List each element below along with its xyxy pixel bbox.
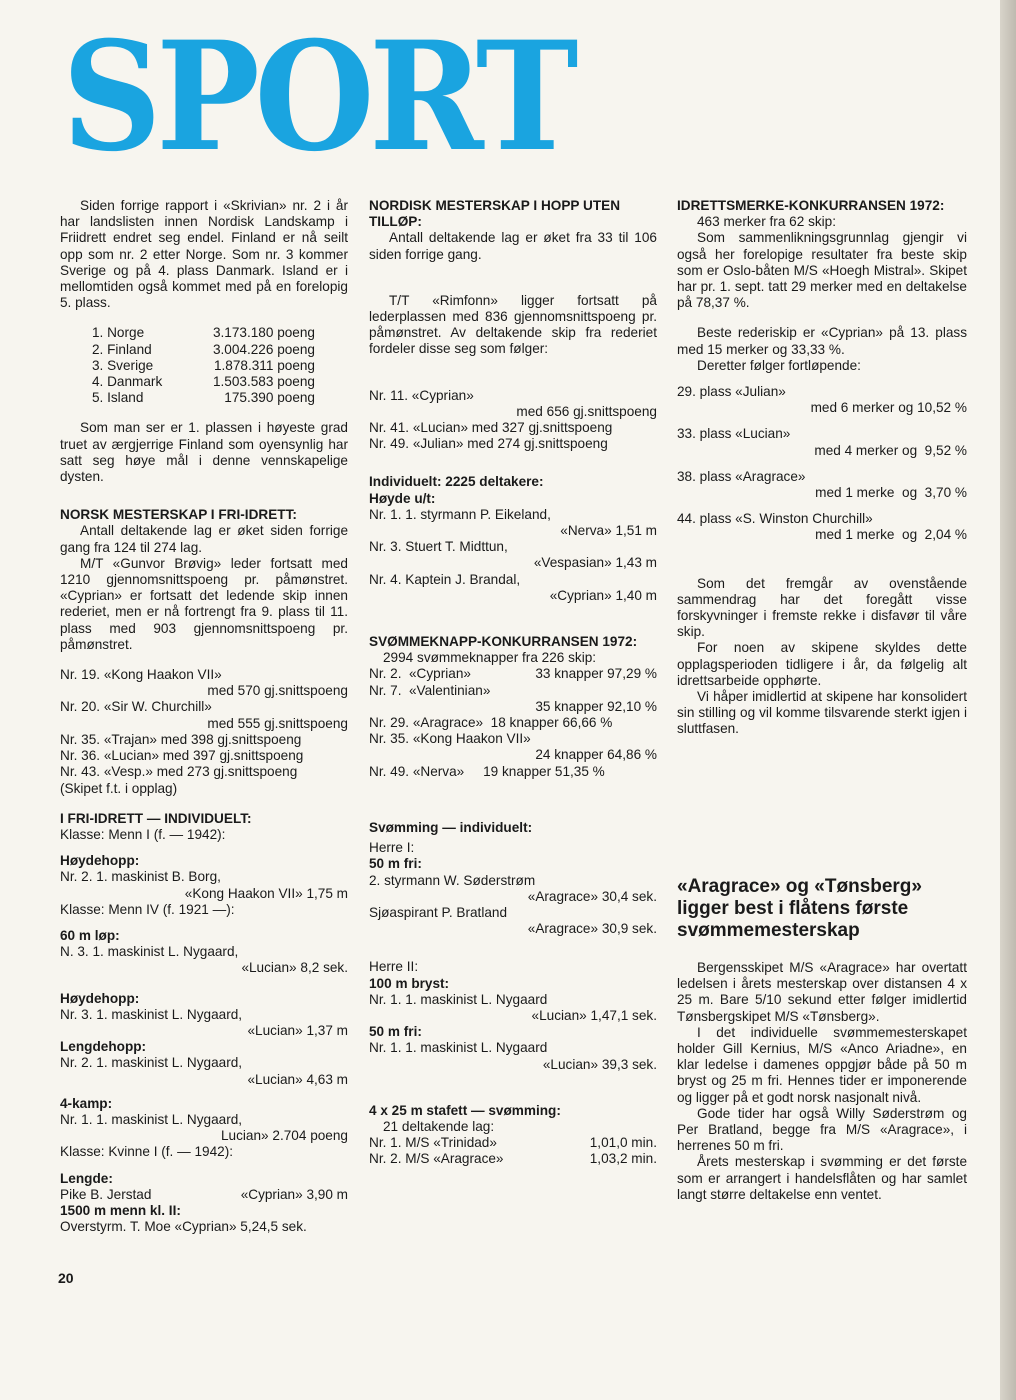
standings-points: 1.503.583 poeng <box>212 374 315 390</box>
result-line: Sjøaspirant P. Bratland <box>369 904 508 920</box>
result-line: N. 3. 1. maskinist L. Nygaard, <box>60 944 239 960</box>
deretter-text: Deretter følger fortløpende: <box>697 357 861 373</box>
ship-result: Nr. 11. «Cyprian» <box>369 387 474 403</box>
summary-paragraph: Som det fremgår av ovenstående sammendrag har det foregått visse forskyvninger i fremste rekke i disfavør til våre skip. <box>677 575 967 640</box>
stafett-row <box>369 1151 657 1167</box>
result-line: Nr. 1. 1. styrmann P. Eikeland, <box>369 506 551 522</box>
result-row <box>60 1187 348 1203</box>
result-line: Nr. 3. 1. maskinist L. Nygaard, <box>60 1006 243 1022</box>
standings-points: 1.878.311 poeng <box>213 357 315 373</box>
rimfonn-text: T/T «Rimfonn» ligger fortsatt på lederplassen med 836 gjennomsnittspoeng pr. påmønstret. Av deltakende skip fra rederiet fordeler disse seg som følger: <box>369 292 657 357</box>
result-line: «Lucian» 1,47,1 sek. <box>531 1007 657 1023</box>
result-line: Nr. 1. 1. maskinist L. Nygaard <box>369 1040 548 1056</box>
event-heading: Lengde: <box>60 1170 113 1186</box>
klasse-label: Klasse: Kvinne I (f. — 1942): <box>60 1144 234 1160</box>
stafett-heading: 4 x 25 m stafett — svømming: <box>369 1102 561 1118</box>
result-line: «Vespasian» 1,43 m <box>533 555 657 571</box>
event-heading: 60 m løp: <box>60 927 120 943</box>
hopp-text: Antall deltakende lag er øket fra 33 til 106 siden forrige gang. <box>369 230 657 262</box>
event-heading: 4-kamp: <box>60 1095 113 1111</box>
result-line: Nr. 1. 1. maskinist L. Nygaard, <box>60 1111 243 1127</box>
standings-place: 3. Sverige <box>92 357 154 373</box>
standings-row <box>92 374 315 390</box>
klasse-label: Klasse: Menn IV (f. 1921 —): <box>60 901 235 917</box>
page-edge <box>1000 0 1016 1400</box>
spacer <box>677 501 967 511</box>
spacer <box>677 459 967 469</box>
norsk-heading: NORSK MESTERSKAP I FRI-IDRETT: <box>60 507 297 523</box>
event-heading: 50 m fri: <box>369 856 422 872</box>
svomme-nr: Nr. 7. <box>369 682 402 698</box>
spacer <box>677 416 967 426</box>
result-line: «Lucian» 4,63 m <box>247 1071 348 1087</box>
event-heading: Høyde u/t: <box>369 490 436 506</box>
column-2 <box>369 198 657 1168</box>
beste-text: Beste rederiskip er «Cyprian» på 13. plass med 15 merker og 33,33 %. <box>677 325 967 357</box>
svomme-row: 24 knapper 64,86 % <box>535 747 657 763</box>
result-line: Lucian» 2.704 poeng <box>221 1128 348 1144</box>
place-name: 38. plass «Aragrace» <box>677 468 806 484</box>
article-paragraph: I det individuelle svømmemesterskapet holder Gill Kernius, M/S «Anco Ariadne», en klar ledelse i damenes oppgjør både på 50 m bryst og 25 m fri. Hennes tider er imponerende og ligger på et godt norsk nasjonalt nivå. <box>677 1024 967 1105</box>
place-score: med 4 merker og 9,52 % <box>814 442 967 458</box>
summary-paragraph: Vi håper imidlertid at skipene har konsolidert sin stilling og vil komme tilsvarende sterkt igjen i sluttfasen. <box>677 689 967 737</box>
article-paragraph: Årets mesterskap i svømming er det første som er arrangert i handelsflåten og har samlet langt større deltakelse enn ventet. <box>677 1154 967 1202</box>
standings-place: 2. Finland <box>92 341 152 357</box>
svomme-row: Nr. 29. «Aragrace» 18 knapper 66,66 % <box>369 715 613 731</box>
result-line: «Cyprian» 1,40 m <box>549 587 657 603</box>
norsk-text: Antall deltakende lag er øket siden forrige gang fra 124 til 274 lag. <box>60 523 348 555</box>
ship-list <box>60 667 348 732</box>
ship-list-2 <box>60 732 348 797</box>
place-name: 44. plass «S. Winston Churchill» <box>677 511 873 527</box>
ship-result: Nr. 41. «Lucian» med 327 gj.snittspoeng <box>369 420 613 436</box>
place-score: med 1 merke og 2,04 % <box>815 527 967 543</box>
standings-table <box>92 325 315 406</box>
event-heading: Høydehopp: <box>60 853 140 869</box>
intro-paragraph: Siden forrige rapport i «Skrivian» nr. 2 i år har landslisten innen Nordisk Landskamp i Friidrett endret seg endel. Finland er nå seilt opp som nr. 2 etter Norge. Som nr. 3 kommer Sverige og på 4. plass Danmark. Island er i mellomtiden også kommet med på en forelopig 5. plass. <box>60 198 348 311</box>
ship-name: Nr. 19. «Kong Haakon VII» <box>60 667 222 683</box>
place-score: med 1 merke og 3,70 % <box>815 485 967 501</box>
result-line: «Lucian» 8,2 sek. <box>241 960 348 976</box>
result-line: «Aragrace» 30,9 sek. <box>527 921 657 937</box>
klasse-label: Klasse: Menn I (f. — 1942): <box>60 826 226 842</box>
stafett-time: 1,03,2 min. <box>589 1151 657 1167</box>
event-heading: 1500 m menn kl. II: <box>60 1202 181 1218</box>
page-title: SPORT <box>62 9 574 185</box>
stafett-intro: 21 deltakende lag: <box>383 1118 495 1134</box>
herre-label: Herre II: <box>369 959 419 975</box>
result-line: Nr. 1. 1. maskinist L. Nygaard <box>369 991 548 1007</box>
spacer <box>677 544 967 554</box>
result-name: Pike B. Jerstad <box>60 1186 152 1202</box>
hopp-heading: NORDISK MESTERSKAP I HOPP UTEN TILLØP: <box>369 198 621 230</box>
column-3 <box>677 198 967 738</box>
svomme-value <box>505 683 657 699</box>
standings-row <box>92 390 315 406</box>
places-list <box>677 384 967 554</box>
svomme-row: Nr. 35. «Kong Haakon VII» <box>369 731 531 747</box>
svomme-row: Nr. 49. «Nerva» 19 knapper 51,35 % <box>369 763 605 779</box>
standings-place: 1. Norge <box>92 325 145 341</box>
fri-heading: I FRI-IDRETT — INDIVIDUELT: <box>60 810 252 826</box>
standings-comment: Som man ser er 1. plassen i høyeste grad truet av ærgjerrige Finland som oyensynlig har satt seg høye mål i denne vennskapelige dysten. <box>60 420 348 485</box>
result-line: 2. styrmann W. Søderstrøm <box>369 872 536 888</box>
result-line: Nr. 2. 1. maskinist L. Nygaard, <box>60 1055 243 1071</box>
ship-line: Nr. 36. «Lucian» med 397 gj.snittspoeng <box>60 748 304 764</box>
standings-row <box>92 325 315 341</box>
article <box>677 876 967 1203</box>
ship-line: (Skipet f.t. i opplag) <box>60 780 178 796</box>
stafett-row <box>369 1135 657 1151</box>
result-line: Nr. 3. Stuert T. Midttun, <box>369 539 508 555</box>
event-heading: Lengdehopp: <box>60 1039 147 1055</box>
ship-result: med 656 gj.snittspoeng <box>516 403 657 419</box>
standings-points: 3.173.180 poeng <box>212 325 315 341</box>
ship-line: Nr. 35. «Trajan» med 398 gj.snittspoeng <box>60 731 302 747</box>
svomme-ship: «Cyprian» <box>409 666 471 682</box>
result-line: Overstyrm. T. Moe «Cyprian» 5,24,5 sek. <box>60 1219 307 1235</box>
event-heading: 100 m bryst: <box>369 975 450 991</box>
article-paragraph: Gode tider har også Willy Søderstrøm og Per Bratland, begge fra M/S «Aragrace», i herrenes 50 m fri. <box>677 1105 967 1154</box>
result-line: «Aragrace» 30,4 sek. <box>527 888 657 904</box>
event-heading: 50 m fri: <box>369 1024 422 1040</box>
summary-paragraph: For noen av skipene skyldes dette opplagsperioden tidligere i år, da følgelig alt idrettsarbeide opphørte. <box>677 640 967 688</box>
ship-score: med 570 gj.snittspoeng <box>207 683 348 699</box>
page-number: 20 <box>58 1270 74 1286</box>
svomme-row <box>369 666 657 682</box>
herre-label: Herre I: <box>369 840 415 856</box>
article-headline: «Aragrace» og «Tønsberg» ligger best i flåtens første svømmemesterskap <box>677 876 922 941</box>
standings-place: 5. Island <box>92 390 144 406</box>
svomme-row: 35 knapper 92,10 % <box>535 698 657 714</box>
result-value: «Cyprian» 3,90 m <box>240 1186 348 1202</box>
norsk-text-2: M/T «Gunvor Brøvig» leder fortsatt med 1210 gjennomsnittspoeng pr. påmønstret. «Cyprian» er fortsatt det ledende skip innen rederiet, men er nå fortrengt fra 9. plass til 11. plass med 903 gjennomsnittspoeng pr. påmønstret. <box>60 555 348 652</box>
svomme-intro: 2994 svømmeknapper fra 226 skip: <box>383 650 597 666</box>
standings-row <box>92 342 315 358</box>
result-line: «Nerva» 1,51 m <box>560 523 657 539</box>
idr-heading: IDRETTSMERKE-KONKURRANSEN 1972: <box>677 198 945 213</box>
ship-score: med 555 gj.snittspoeng <box>207 715 348 731</box>
standings-points: 3.004.226 poeng <box>212 341 315 357</box>
svomming-heading: Svømming — individuelt: <box>369 819 533 835</box>
place-score: med 6 merker og 10,52 % <box>810 400 967 416</box>
svomme-heading: SVØMMEKNAPP-KONKURRANSEN 1972: <box>369 634 638 650</box>
column-1 <box>60 198 348 1235</box>
svomme-nr: Nr. 2. <box>369 666 402 682</box>
result-line: Nr. 2. 1. maskinist B. Borg, <box>60 869 221 885</box>
idr-intro: 463 merker fra 62 skip: <box>697 214 837 230</box>
result-line: «Kong Haakon VII» 1,75 m <box>184 885 348 901</box>
standings-points: 175.390 poeng <box>224 390 315 406</box>
result-line: Nr. 4. Kaptein J. Brandal, <box>369 571 521 587</box>
stafett-team: Nr. 2. M/S «Aragrace» <box>369 1151 504 1167</box>
idr-text: Som sammenlikningsgrunnlag gjengir vi også her forelopige resultater fra beste skip som er Oslo-båten M/S «Hoegh Mistral». Skipet har pr. 1. sept. tatt 29 merker med en deltakelse på 78,37 %. <box>677 230 967 311</box>
standings-row <box>92 358 315 374</box>
stafett-team: Nr. 1. M/S «Trinidad» <box>369 1135 497 1151</box>
svomme-row <box>369 683 657 699</box>
place-name: 33. plass «Lucian» <box>677 426 791 442</box>
standings-place: 4. Danmark <box>92 374 163 390</box>
event-heading: Høydehopp: <box>60 990 140 1006</box>
place-name: 29. plass «Julian» <box>677 384 786 400</box>
indiv-heading: Individuelt: 2225 deltakere: <box>369 474 544 490</box>
stafett-time: 1,01,0 min. <box>589 1135 657 1151</box>
article-paragraph: Bergensskipet M/S «Aragrace» har overtatt ledelsen i årets mesterskap over distansen 4 x 25 m. Bare 5/10 sekund etter følger imidlertid Tønsbergskipet M/S «Tønsberg». <box>677 960 967 1024</box>
ship-line: Nr. 43. «Vesp.» med 273 gj.snittspoeng <box>60 764 298 780</box>
svomme-value: 33 knapper 97,29 % <box>535 666 657 682</box>
result-line: «Lucian» 39,3 sek. <box>542 1056 657 1072</box>
svomme-list <box>369 666 657 698</box>
ship-result: Nr. 49. «Julian» med 274 gj.snittspoeng <box>369 436 608 452</box>
ship-name: Nr. 20. «Sir W. Churchill» <box>60 699 212 715</box>
svomme-ship: «Valentinian» <box>409 682 491 698</box>
result-line: «Lucian» 1,37 m <box>247 1022 348 1038</box>
